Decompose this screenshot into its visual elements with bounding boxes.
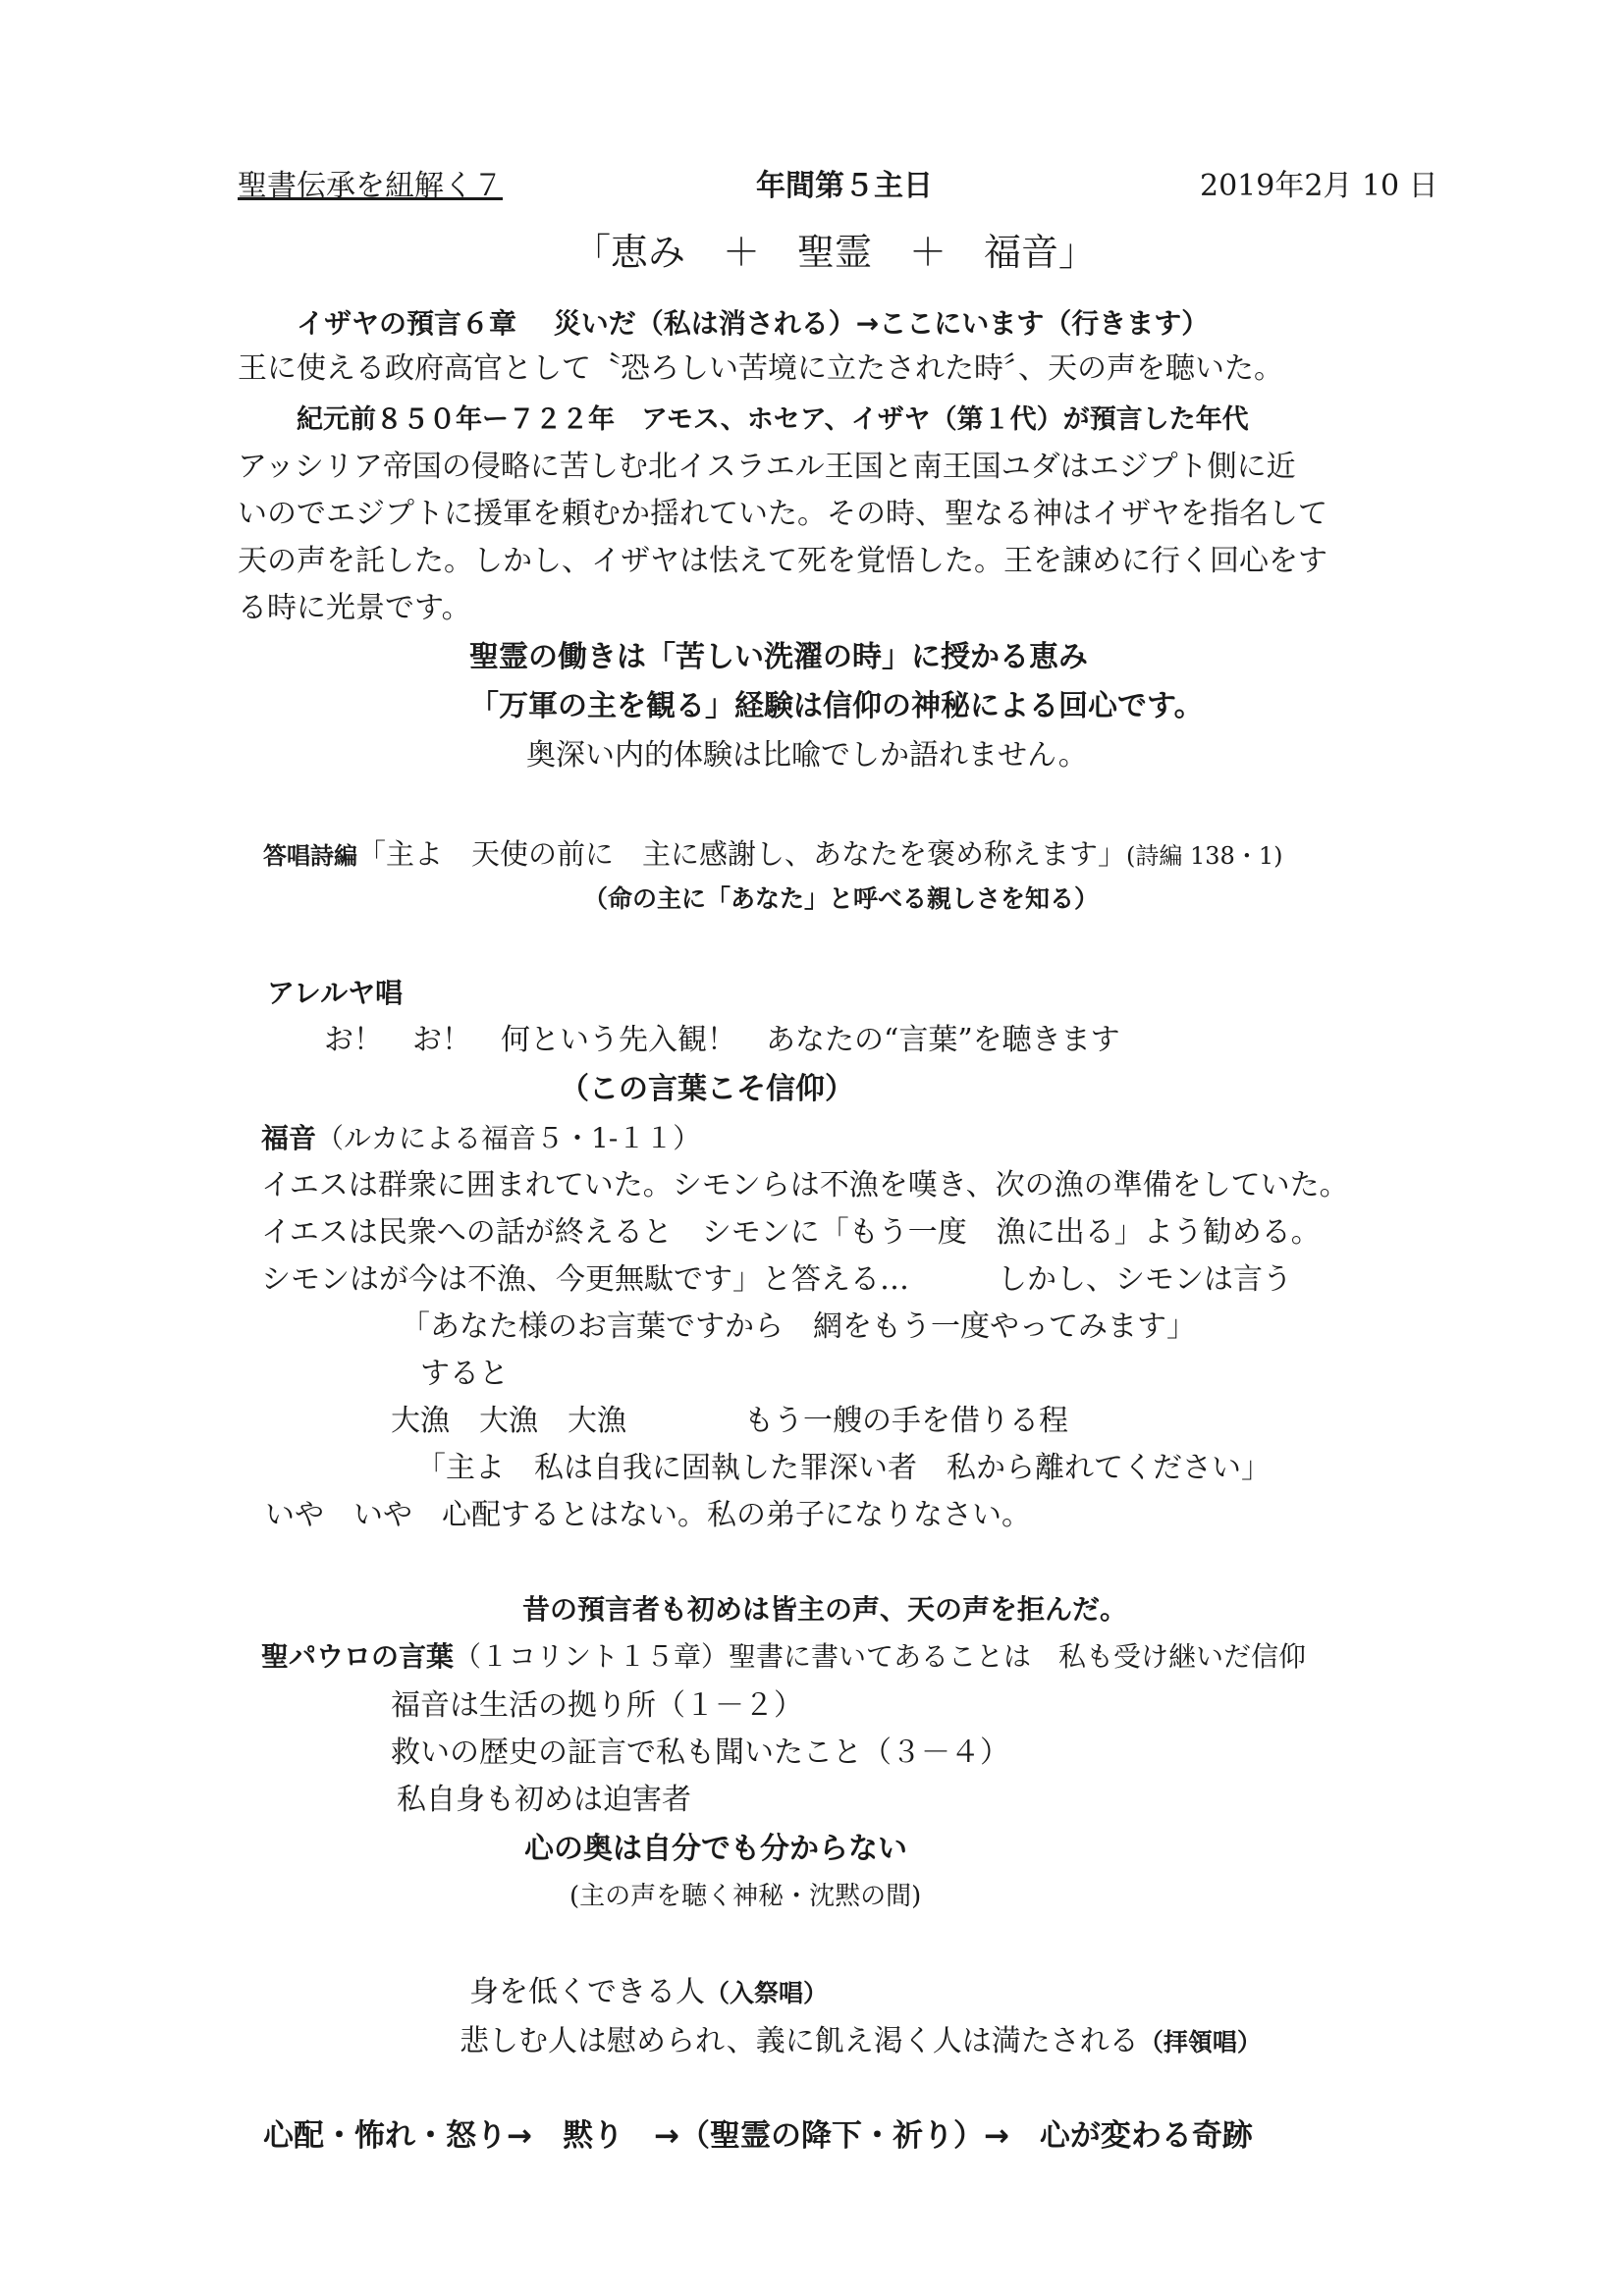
paul-heading: 昔の預言者も初めは皆主の声、天の声を拒んだ。 [522,1593,1128,1626]
communion-label: （拝領唱） [1138,2028,1262,2056]
paul-item: 救いの歴史の証言で私も聞いたこと（３－４） [391,1735,1009,1770]
series-title: 聖書伝承を紐解く７ [238,169,503,203]
isaiah-paragraph-line: 天の声を託した。しかし、イザヤは怯えて死を覚悟した。王を諌めに行く回心をす [238,544,1327,578]
date: 2019年2月 10 日 [1200,169,1438,203]
gospel-line: シモンはが今は不漁、今更無駄です」と答える… しかし、シモンは言う [261,1262,1292,1297]
alleluia-label: アレルヤ唱 [267,977,404,1009]
isaiah-emphasis: 「万軍の主を観る」経験は信仰の神秘による回心です。 [469,689,1204,723]
communion-antiphon [460,2022,1262,2062]
psalm-reference: (詩編 138・1) [1126,842,1283,870]
isaiah-emphasis: 聖霊の働きは「苦しい洗濯の時」に授かる恵み [469,640,1088,674]
entrance-antiphon [469,1973,828,2013]
gospel-line: 「主よ 私は自我に固執した罪深い者 私から離れてください」 [416,1451,1271,1485]
paul-note: (主の声を聴く神秘・沈黙の間) [569,1882,922,1911]
isaiah-paragraph-line: る時に光景です。 [238,591,471,625]
closing-line: 心配・怖れ・怒り→ 黙り →（聖霊の降下・祈り）→ 心が変わる奇跡 [263,2118,1253,2154]
isaiah-paragraph-line: アッシリア帝国の侵略に苦しむ北イスラエル王国と南王国ユダはエジプト側に近 [238,450,1296,484]
gospel-line: 「あなた様のお言葉ですから 網をもう一度やってみます」 [401,1309,1196,1344]
gospel-line: いや いや 心配するとはない。私の弟子になりなさい。 [265,1498,1031,1532]
psalm-label: 答唱詩編 [263,842,357,870]
isaiah-paragraph-line: いのでエジプトに援軍を頼むか揺れていた。その時、聖なる神はイザヤを指名して [238,497,1327,531]
paul-text: （１コリント１５章）聖書に書いてあることは 私も受け継いだ信仰 [454,1640,1307,1673]
gospel-heading [261,1119,700,1158]
gospel-line: イエスは群衆に囲まれていた。シモンらは不漁を嘆き、次の漁の準備をしていた。 [261,1168,1349,1202]
gospel-line: イエスは民衆への話が終えると シモンに「もう一度 漁に出る」よう勧める。 [261,1215,1321,1250]
isaiah-era: 紀元前８５０年ー７２２年 アモス、ホセア、イザヤ（第１代）が預言した年代 [297,404,1249,435]
paul-label: 聖パウロの言葉 [261,1640,455,1673]
psalm-text: 「主よ 天使の前に 主に感謝し、あなたを褒め称えます」 [357,837,1127,871]
psalm-subtitle: （命の主に「あなた」と呼べる親しさを知る） [583,884,1100,913]
paul-emphasis: 心の奥は自分でも分からない [524,1832,907,1866]
psalm-line [263,834,1282,876]
paul-item: 福音は生活の拠り所（１－２） [391,1688,803,1723]
isaiah-heading: イザヤの預言６章 災いだ（私は消される）→ここにいます（行きます） [297,307,1210,340]
paul-item: 私自身も初めは迫害者 [397,1783,691,1817]
isaiah-note: 奥深い内的体験は比喩でしか語れません。 [526,738,1088,773]
sunday-label: 年間第５主日 [756,169,933,203]
gospel-line: 大漁 大漁 大漁 もう一艘の手を借りる程 [391,1404,1068,1438]
entrance-text: 身を低くできる人 [469,1975,705,2009]
alleluia-text: お！ お！ 何という先入観！ あなたの“言葉”を聴きます [324,1023,1120,1057]
entrance-label: （入祭唱） [705,1979,829,2007]
gospel-line: すると [420,1357,509,1391]
gospel-reference: （ルカによる福音５・1-１１） [316,1122,701,1154]
gospel-label: 福音 [261,1122,317,1154]
isaiah-line: 王に使える政府高官として〝恐ろしい苦境に立たされた時〞、天の声を聴いた。 [238,351,1283,386]
page-title: 「恵み ＋ 聖霊 ＋ 福音」 [573,231,1097,274]
communion-text: 悲しむ人は慰められ、義に飢え渇く人は満たされる [460,2024,1139,2058]
alleluia-subtitle: （この言葉こそ信仰） [560,1072,854,1106]
paul-line [261,1637,1306,1677]
